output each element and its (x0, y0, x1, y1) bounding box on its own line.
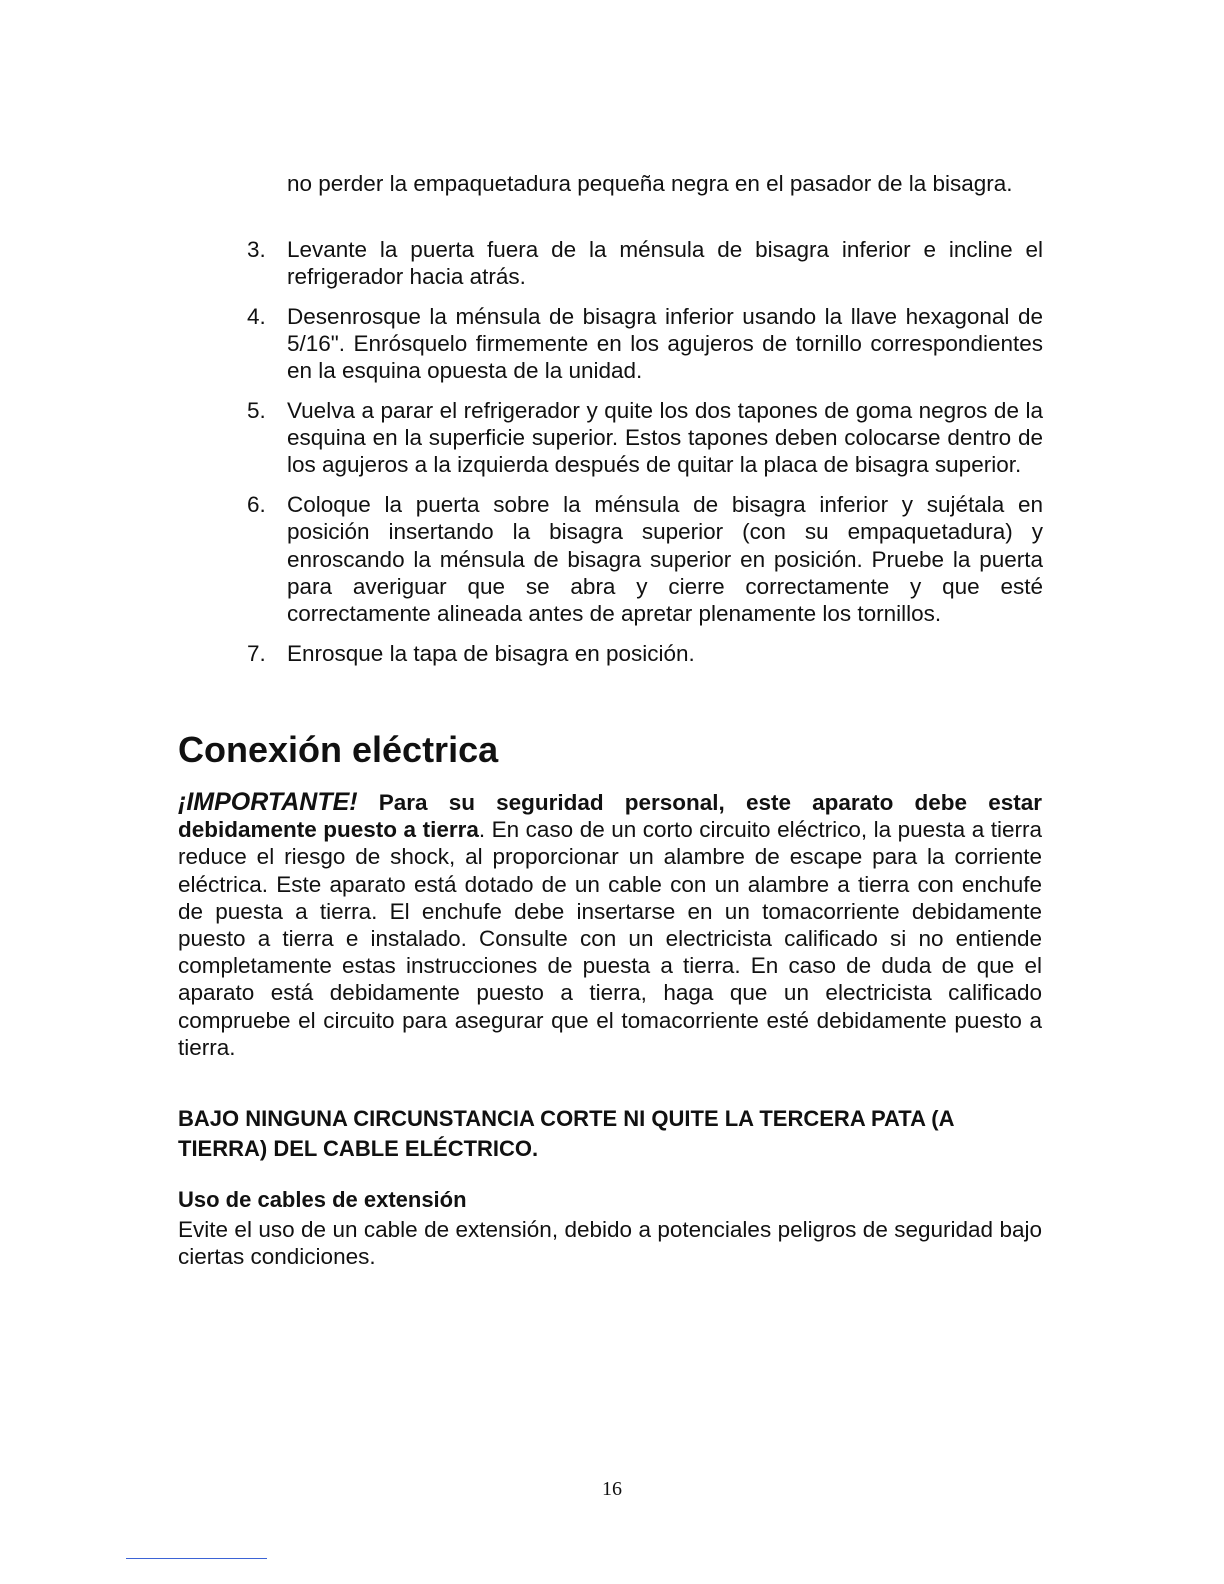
step-text: Desenrosque la ménsula de bisagra inferior usando la llave hexagonal de 5/16". Enrósquelo firmemente en los agujeros de tornillo correspondientes en la esquina opuesta de la unidad. (287, 303, 1043, 384)
step-text: Coloque la puerta sobre la ménsula de bisagra inferior y sujétala en posición insertando la bisagra superior (con su empaquetadura) y enroscando la ménsula de bisagra superior en posición. Pruebe la puerta para averiguar que se abra y cierre correctamente y que esté correctamente alineada antes de apretar plenamente los tornillos. (287, 492, 1043, 626)
step-number: 4. (247, 303, 266, 329)
list-item (247, 491, 1043, 627)
step-text: Enrosque la tapa de bisagra en posición. (287, 640, 695, 666)
step-text: Levante la puerta fuera de la ménsula de bisagra inferior e incline el refrigerador hacia atrás. (287, 237, 1043, 290)
instruction-list (247, 236, 1043, 679)
section-title: Conexión eléctrica (178, 729, 499, 770)
step-number: 6. (247, 492, 266, 518)
extension-paragraph: Evite el uso de un cable de extensión, debido a potenciales peligros de seguridad bajo ciertas condiciones. (178, 1217, 1042, 1270)
list-item (247, 397, 1043, 479)
page-number: 16 (602, 1478, 622, 1500)
subheading: Uso de cables de extensión (178, 1187, 467, 1212)
important-bold-text: Para su seguridad personal, este aparato debe estar debidamente puesto a tierra (178, 790, 1042, 843)
step-number: 7. (247, 640, 266, 666)
list-item (247, 640, 1043, 667)
list-item (247, 303, 1043, 385)
footer-divider (126, 1558, 267, 1559)
continuation-paragraph: no perder la empaquetadura pequeña negra en el pasador de la bisagra. (287, 171, 1013, 196)
important-paragraph (178, 789, 1042, 1061)
step-number: 3. (247, 237, 266, 262)
warning-text: BAJO NINGUNA CIRCUNSTANCIA CORTE NI QUITE LA TERCERA PATA (A TIERRA) DEL CABLE ELÉCTRICO. (178, 1106, 954, 1161)
step-number: 5. (247, 398, 266, 424)
list-item (247, 236, 1043, 290)
step-text: Vuelva a parar el refrigerador y quite los dos tapones de goma negros de la esquina en la superficie superior. Estos tapones deben colocarse dentro de los agujeros a la izquierda después de quitar la placa de bisagra superior. (287, 398, 1043, 478)
important-body-text: . En caso de un corto circuito eléctrico, la puesta a tierra reduce el riesgo de shock, al proporcionar un alambre de escape para la corriente eléctrica. Este aparato está dotado de un cable con un alambre a tierra con enchufe de puesta a tierra. El enchufe debe insertarse en un tomacorriente debidamente puesto a tierra e instalado. Consulte con un electricista calificado si no entiende completamente estas instrucciones de puesta a tierra. En caso de duda de que el aparato está debidamente puesto a tierra, haga que un electricista calificado compruebe el circuito para asegurar que el tomacorriente esté debidamente puesto a tierra. (178, 817, 1042, 1060)
important-label: ¡IMPORTANTE! (178, 788, 358, 816)
